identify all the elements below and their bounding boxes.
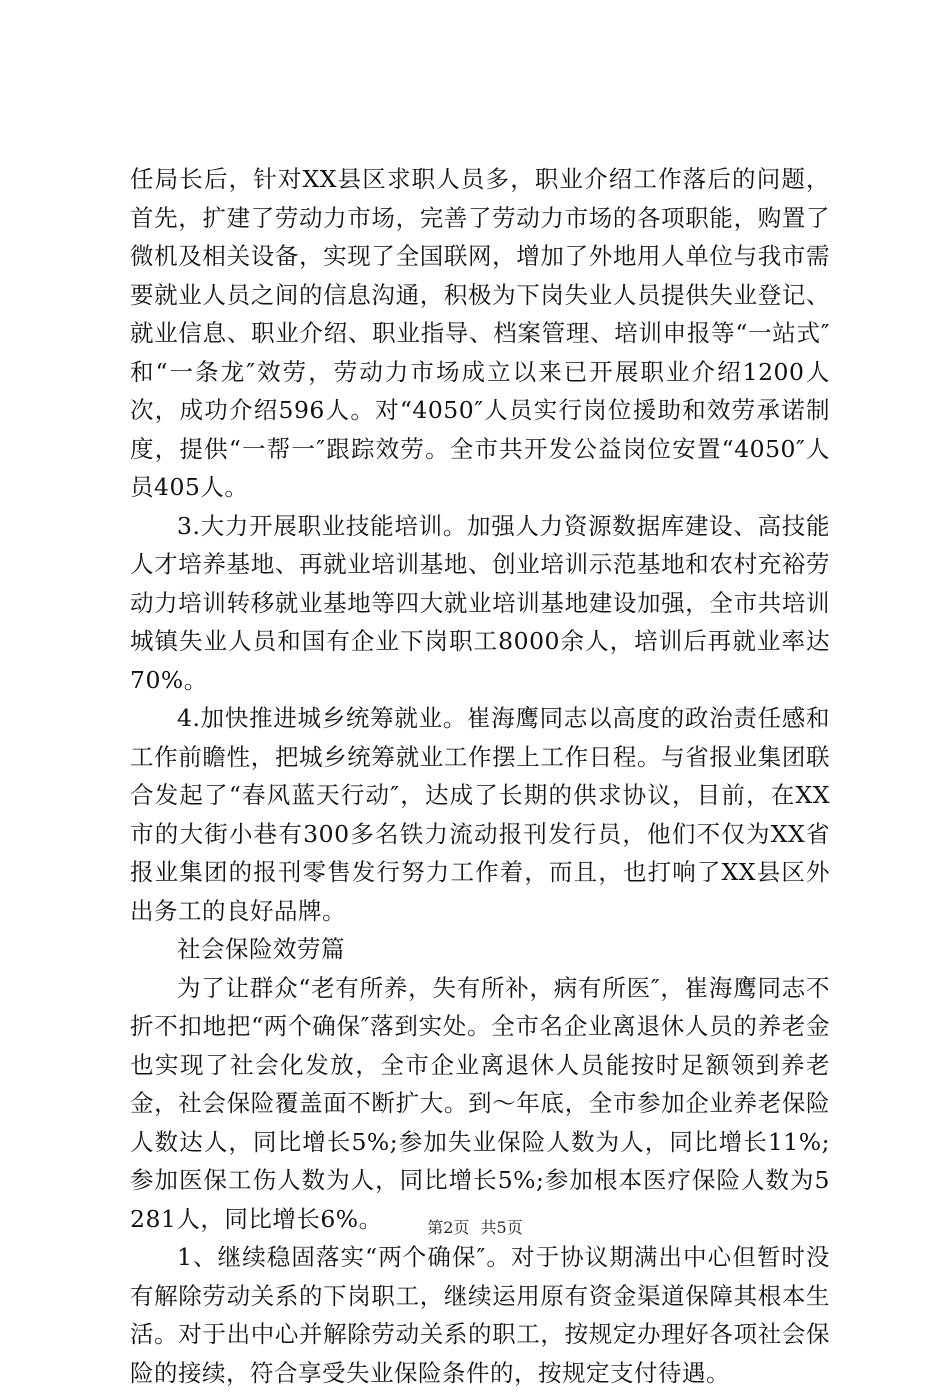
page-footer [0,1218,950,1238]
document-body [130,160,830,1392]
section-heading-social-insurance: 社会保险效劳篇 [177,935,345,963]
paragraph-two-guarantees: 1、继续稳固落实“两个确保″。对于协议期满出中心但暂时没有解除劳动关系的下岗职工，继续运用原有资金渠道保障其根本生活。对于出中心并解除劳动关系的职工，按规定办理好各项社会保险的接续，符合享受失业保险条件的，按规定支付待遇。 [130,1243,830,1387]
paragraph-urban-rural-employment: 4.加快推进城乡统筹就业。崔海鹰同志以高度的政治责任感和工作前瞻性，把城乡统筹就业工作摆上工作日程。与省报业集团联合发起了“春风蓝天行动″，达成了长期的供求协议，目前，在XX市的大街小巷有300多名铁力流动报刊发行员，他们不仅为XX省报业集团的报刊零售发行努力工作着，而且，也打响了XX县区外出务工的良好品牌。 [130,704,830,925]
page-number: 第2页 [427,1218,470,1237]
paragraph-skills-training: 3.大力开展职业技能培训。加强人力资源数据库建设、高技能人才培养基地、再就业培训基地、创业培训示范基地和农村充裕劳动力培训转移就业基地等四大就业培训基地建设加强，全市共培训城镇失业人员和国有企业下岗职工8000余人，培训后再就业率达70%。 [130,511,830,694]
paragraph-social-insurance: 为了让群众“老有所养，失有所补，病有所医″，崔海鹰同志不折不扣地把“两个确保″落到实处。全市名企业离退休人员的养老金也实现了社会化发放，全市企业离退休人员能按时足额领到养老金，社会保险覆盖面不断扩大。到～年底，全市参加企业养老保险人数达人，同比增长5%;参加失业保险人数为人，同比增长11%;参加医保工伤人数为人，同比增长5%;参加根本医疗保险人数为5281人，同比增长6%。 [130,973,830,1233]
page-total: 共5页 [480,1218,523,1237]
paragraph-employment-services: 任局长后，针对XX县区求职人员多，职业介绍工作落后的问题，首先，扩建了劳动力市场，完善了劳动力市场的各项职能，购置了微机及相关设备，实现了全国联网，增加了外地用人单位与我市需要就业人员之间的信息沟通，积极为下岗失业人员提供失业登记、就业信息、职业介绍、职业指导、档案管理、培训申报等“一站式″和“一条龙″效劳，劳动力市场成立以来已开展职业介绍1200人次，成功介绍596人。对“4050″人员实行岗位援助和效劳承诺制度，提供“一帮一″跟踪效劳。全市共开发公益岗位安置“4050″人员405人。 [130,165,830,501]
